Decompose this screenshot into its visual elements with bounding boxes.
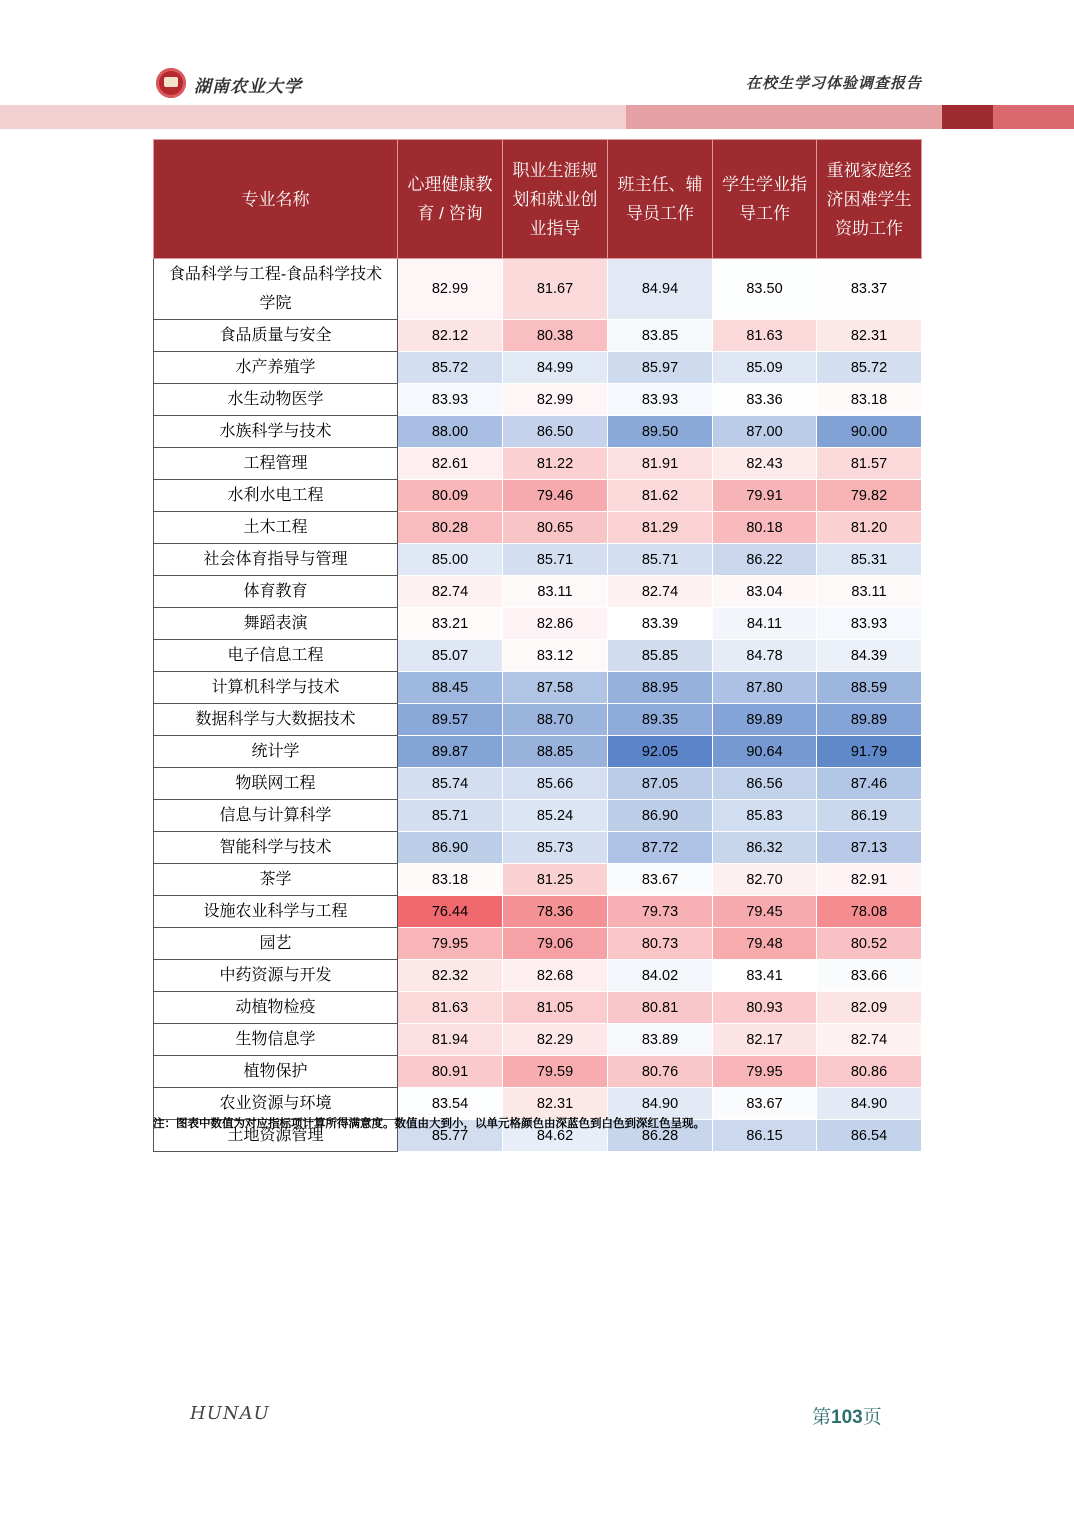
table-row	[154, 832, 922, 864]
score-cell: 85.77	[398, 1120, 503, 1152]
major-name-cell: 设施农业科学与工程	[154, 896, 398, 928]
score-cell: 87.13	[817, 832, 922, 864]
score-cell: 81.57	[817, 448, 922, 480]
score-cell: 80.73	[608, 928, 713, 960]
column-header: 班主任、辅导员工作	[608, 140, 713, 259]
score-cell: 83.67	[608, 864, 713, 896]
major-name-cell: 土木工程	[154, 512, 398, 544]
score-cell: 85.31	[817, 544, 922, 576]
header-band-mid	[626, 105, 942, 129]
major-name-cell: 信息与计算科学	[154, 800, 398, 832]
score-cell: 80.76	[608, 1056, 713, 1088]
score-cell: 84.62	[503, 1120, 608, 1152]
score-cell: 79.95	[398, 928, 503, 960]
table-row	[154, 864, 922, 896]
score-cell: 81.67	[503, 259, 608, 320]
score-cell: 83.89	[608, 1024, 713, 1056]
score-cell: 80.93	[713, 992, 817, 1024]
table-row	[154, 512, 922, 544]
major-name-cell: 植物保护	[154, 1056, 398, 1088]
major-name-cell: 茶学	[154, 864, 398, 896]
score-cell: 82.70	[713, 864, 817, 896]
header-band-accent	[993, 105, 1074, 129]
score-cell: 83.54	[398, 1088, 503, 1120]
score-cell: 79.46	[503, 480, 608, 512]
major-name-cell: 体育教育	[154, 576, 398, 608]
score-cell: 85.72	[398, 352, 503, 384]
major-name-cell: 水生动物医学	[154, 384, 398, 416]
table-note: 注：图表中数值为对应指标项计算所得满意度。数值由大到小，以单元格颜色由深蓝色到白色到深红色呈现。	[153, 1118, 705, 1130]
score-cell: 79.95	[713, 1056, 817, 1088]
score-cell: 81.63	[713, 320, 817, 352]
table-row	[154, 416, 922, 448]
score-cell: 81.22	[503, 448, 608, 480]
page-number	[812, 1402, 882, 1429]
score-cell: 87.46	[817, 768, 922, 800]
score-cell: 86.90	[398, 832, 503, 864]
table-row	[154, 352, 922, 384]
university-logo-icon	[156, 68, 186, 98]
score-cell: 81.91	[608, 448, 713, 480]
score-cell: 86.56	[713, 768, 817, 800]
score-cell: 89.89	[817, 704, 922, 736]
major-name-cell: 水产养殖学	[154, 352, 398, 384]
score-cell: 82.74	[398, 576, 503, 608]
major-name-cell: 物联网工程	[154, 768, 398, 800]
score-cell: 79.73	[608, 896, 713, 928]
score-cell: 83.18	[817, 384, 922, 416]
score-cell: 80.91	[398, 1056, 503, 1088]
major-name-cell: 水族科学与技术	[154, 416, 398, 448]
score-cell: 83.11	[503, 576, 608, 608]
score-cell: 84.90	[817, 1088, 922, 1120]
score-cell: 83.41	[713, 960, 817, 992]
table-row	[154, 480, 922, 512]
score-cell: 78.08	[817, 896, 922, 928]
page-number-value: 103	[831, 1407, 863, 1428]
table-row	[154, 384, 922, 416]
score-cell: 82.12	[398, 320, 503, 352]
table-header-row	[154, 140, 922, 259]
score-cell: 85.73	[503, 832, 608, 864]
major-name-cell: 舞蹈表演	[154, 608, 398, 640]
score-cell: 82.99	[398, 259, 503, 320]
table-row	[154, 576, 922, 608]
table-row	[154, 259, 922, 320]
table-body	[154, 259, 922, 1152]
score-cell: 82.29	[503, 1024, 608, 1056]
major-name-cell: 园艺	[154, 928, 398, 960]
score-cell: 86.32	[713, 832, 817, 864]
footer-brand: HUNAU	[190, 1403, 270, 1424]
table-row	[154, 672, 922, 704]
column-header: 专业名称	[154, 140, 398, 259]
major-name-cell: 动植物检疫	[154, 992, 398, 1024]
score-cell: 82.74	[608, 576, 713, 608]
score-cell: 86.50	[503, 416, 608, 448]
score-cell: 81.05	[503, 992, 608, 1024]
score-cell: 83.04	[713, 576, 817, 608]
score-cell: 81.29	[608, 512, 713, 544]
major-name-cell: 农业资源与环境	[154, 1088, 398, 1120]
score-cell: 78.36	[503, 896, 608, 928]
score-cell: 82.43	[713, 448, 817, 480]
score-cell: 84.90	[608, 1088, 713, 1120]
score-cell: 91.79	[817, 736, 922, 768]
score-cell: 81.20	[817, 512, 922, 544]
score-cell: 87.00	[713, 416, 817, 448]
score-cell: 82.74	[817, 1024, 922, 1056]
score-cell: 83.93	[398, 384, 503, 416]
score-cell: 82.17	[713, 1024, 817, 1056]
score-cell: 88.00	[398, 416, 503, 448]
table-row	[154, 928, 922, 960]
score-cell: 83.93	[608, 384, 713, 416]
satisfaction-table	[153, 139, 922, 1152]
score-cell: 84.11	[713, 608, 817, 640]
score-cell: 80.38	[503, 320, 608, 352]
score-cell: 79.06	[503, 928, 608, 960]
score-cell: 84.94	[608, 259, 713, 320]
score-cell: 80.65	[503, 512, 608, 544]
major-name-cell: 工程管理	[154, 448, 398, 480]
score-cell: 80.18	[713, 512, 817, 544]
score-cell: 85.83	[713, 800, 817, 832]
table-row	[154, 640, 922, 672]
score-cell: 83.12	[503, 640, 608, 672]
score-cell: 85.24	[503, 800, 608, 832]
column-header: 职业生涯规划和就业创业指导	[503, 140, 608, 259]
score-cell: 79.45	[713, 896, 817, 928]
major-name-cell: 食品科学与工程-食品科学技术学院	[154, 259, 398, 320]
score-cell: 83.66	[817, 960, 922, 992]
score-cell: 89.50	[608, 416, 713, 448]
major-name-cell: 统计学	[154, 736, 398, 768]
score-cell: 81.94	[398, 1024, 503, 1056]
score-cell: 85.72	[817, 352, 922, 384]
major-name-cell: 智能科学与技术	[154, 832, 398, 864]
page-suffix: 页	[862, 1407, 882, 1428]
table-row	[154, 1056, 922, 1088]
score-cell: 82.31	[817, 320, 922, 352]
score-cell: 81.62	[608, 480, 713, 512]
score-cell: 82.31	[503, 1088, 608, 1120]
score-cell: 84.78	[713, 640, 817, 672]
major-name-cell: 生物信息学	[154, 1024, 398, 1056]
score-cell: 88.59	[817, 672, 922, 704]
school-name: 湖南农业大学	[194, 77, 302, 97]
score-cell: 79.82	[817, 480, 922, 512]
major-name-cell: 电子信息工程	[154, 640, 398, 672]
score-cell: 83.37	[817, 259, 922, 320]
score-cell: 79.91	[713, 480, 817, 512]
table-row	[154, 1024, 922, 1056]
score-cell: 89.57	[398, 704, 503, 736]
score-cell: 84.02	[608, 960, 713, 992]
score-cell: 85.71	[398, 800, 503, 832]
score-cell: 84.99	[503, 352, 608, 384]
score-cell: 82.32	[398, 960, 503, 992]
score-cell: 86.54	[817, 1120, 922, 1152]
column-header: 心理健康教育 / 咨询	[398, 140, 503, 259]
score-cell: 89.35	[608, 704, 713, 736]
score-cell: 86.28	[608, 1120, 713, 1152]
score-cell: 88.85	[503, 736, 608, 768]
header-band-dark	[942, 105, 993, 129]
table-row	[154, 608, 922, 640]
score-cell: 85.09	[713, 352, 817, 384]
major-name-cell: 计算机科学与技术	[154, 672, 398, 704]
score-cell: 80.81	[608, 992, 713, 1024]
score-cell: 87.80	[713, 672, 817, 704]
score-cell: 79.48	[713, 928, 817, 960]
score-cell: 87.05	[608, 768, 713, 800]
score-cell: 83.39	[608, 608, 713, 640]
major-name-cell: 中药资源与开发	[154, 960, 398, 992]
score-cell: 82.86	[503, 608, 608, 640]
column-header: 重视家庭经济困难学生资助工作	[817, 140, 922, 259]
score-cell: 82.91	[817, 864, 922, 896]
score-cell: 81.25	[503, 864, 608, 896]
score-cell: 80.86	[817, 1056, 922, 1088]
score-cell: 83.85	[608, 320, 713, 352]
major-name-cell: 水利水电工程	[154, 480, 398, 512]
major-name-cell: 土地资源管理	[154, 1120, 398, 1152]
score-cell: 84.39	[817, 640, 922, 672]
score-cell: 85.74	[398, 768, 503, 800]
score-cell: 85.85	[608, 640, 713, 672]
score-cell: 81.63	[398, 992, 503, 1024]
page-header	[0, 0, 1074, 130]
table-row	[154, 768, 922, 800]
score-cell: 90.00	[817, 416, 922, 448]
major-name-cell: 数据科学与大数据技术	[154, 704, 398, 736]
score-cell: 86.15	[713, 1120, 817, 1152]
table-row	[154, 544, 922, 576]
score-cell: 83.50	[713, 259, 817, 320]
major-name-cell: 食品质量与安全	[154, 320, 398, 352]
score-cell: 86.22	[713, 544, 817, 576]
score-cell: 86.19	[817, 800, 922, 832]
score-cell: 83.11	[817, 576, 922, 608]
table-row	[154, 896, 922, 928]
header-band-light	[0, 105, 626, 129]
score-cell: 88.70	[503, 704, 608, 736]
score-cell: 85.07	[398, 640, 503, 672]
score-cell: 80.09	[398, 480, 503, 512]
score-cell: 89.89	[713, 704, 817, 736]
table-row	[154, 320, 922, 352]
score-cell: 88.95	[608, 672, 713, 704]
score-cell: 82.68	[503, 960, 608, 992]
score-cell: 83.67	[713, 1088, 817, 1120]
score-cell: 76.44	[398, 896, 503, 928]
score-cell: 83.93	[817, 608, 922, 640]
score-cell: 87.58	[503, 672, 608, 704]
table-row	[154, 960, 922, 992]
score-cell: 85.97	[608, 352, 713, 384]
score-cell: 85.66	[503, 768, 608, 800]
score-cell: 83.21	[398, 608, 503, 640]
table-row	[154, 800, 922, 832]
table-row	[154, 736, 922, 768]
table-row	[154, 992, 922, 1024]
column-header: 学生学业指导工作	[713, 140, 817, 259]
score-cell: 80.28	[398, 512, 503, 544]
score-cell: 82.09	[817, 992, 922, 1024]
score-cell: 80.52	[817, 928, 922, 960]
score-cell: 86.90	[608, 800, 713, 832]
score-cell: 90.64	[713, 736, 817, 768]
page-prefix: 第	[812, 1407, 832, 1428]
score-cell: 83.36	[713, 384, 817, 416]
table-row	[154, 704, 922, 736]
score-cell: 92.05	[608, 736, 713, 768]
table-row	[154, 448, 922, 480]
score-cell: 88.45	[398, 672, 503, 704]
score-cell: 85.71	[503, 544, 608, 576]
score-cell: 82.61	[398, 448, 503, 480]
score-cell: 82.99	[503, 384, 608, 416]
score-cell: 85.71	[608, 544, 713, 576]
score-cell: 87.72	[608, 832, 713, 864]
score-cell: 79.59	[503, 1056, 608, 1088]
score-cell: 83.18	[398, 864, 503, 896]
score-cell: 85.00	[398, 544, 503, 576]
score-cell: 89.87	[398, 736, 503, 768]
major-name-cell: 社会体育指导与管理	[154, 544, 398, 576]
report-title: 在校生学习体验调查报告	[745, 74, 922, 92]
